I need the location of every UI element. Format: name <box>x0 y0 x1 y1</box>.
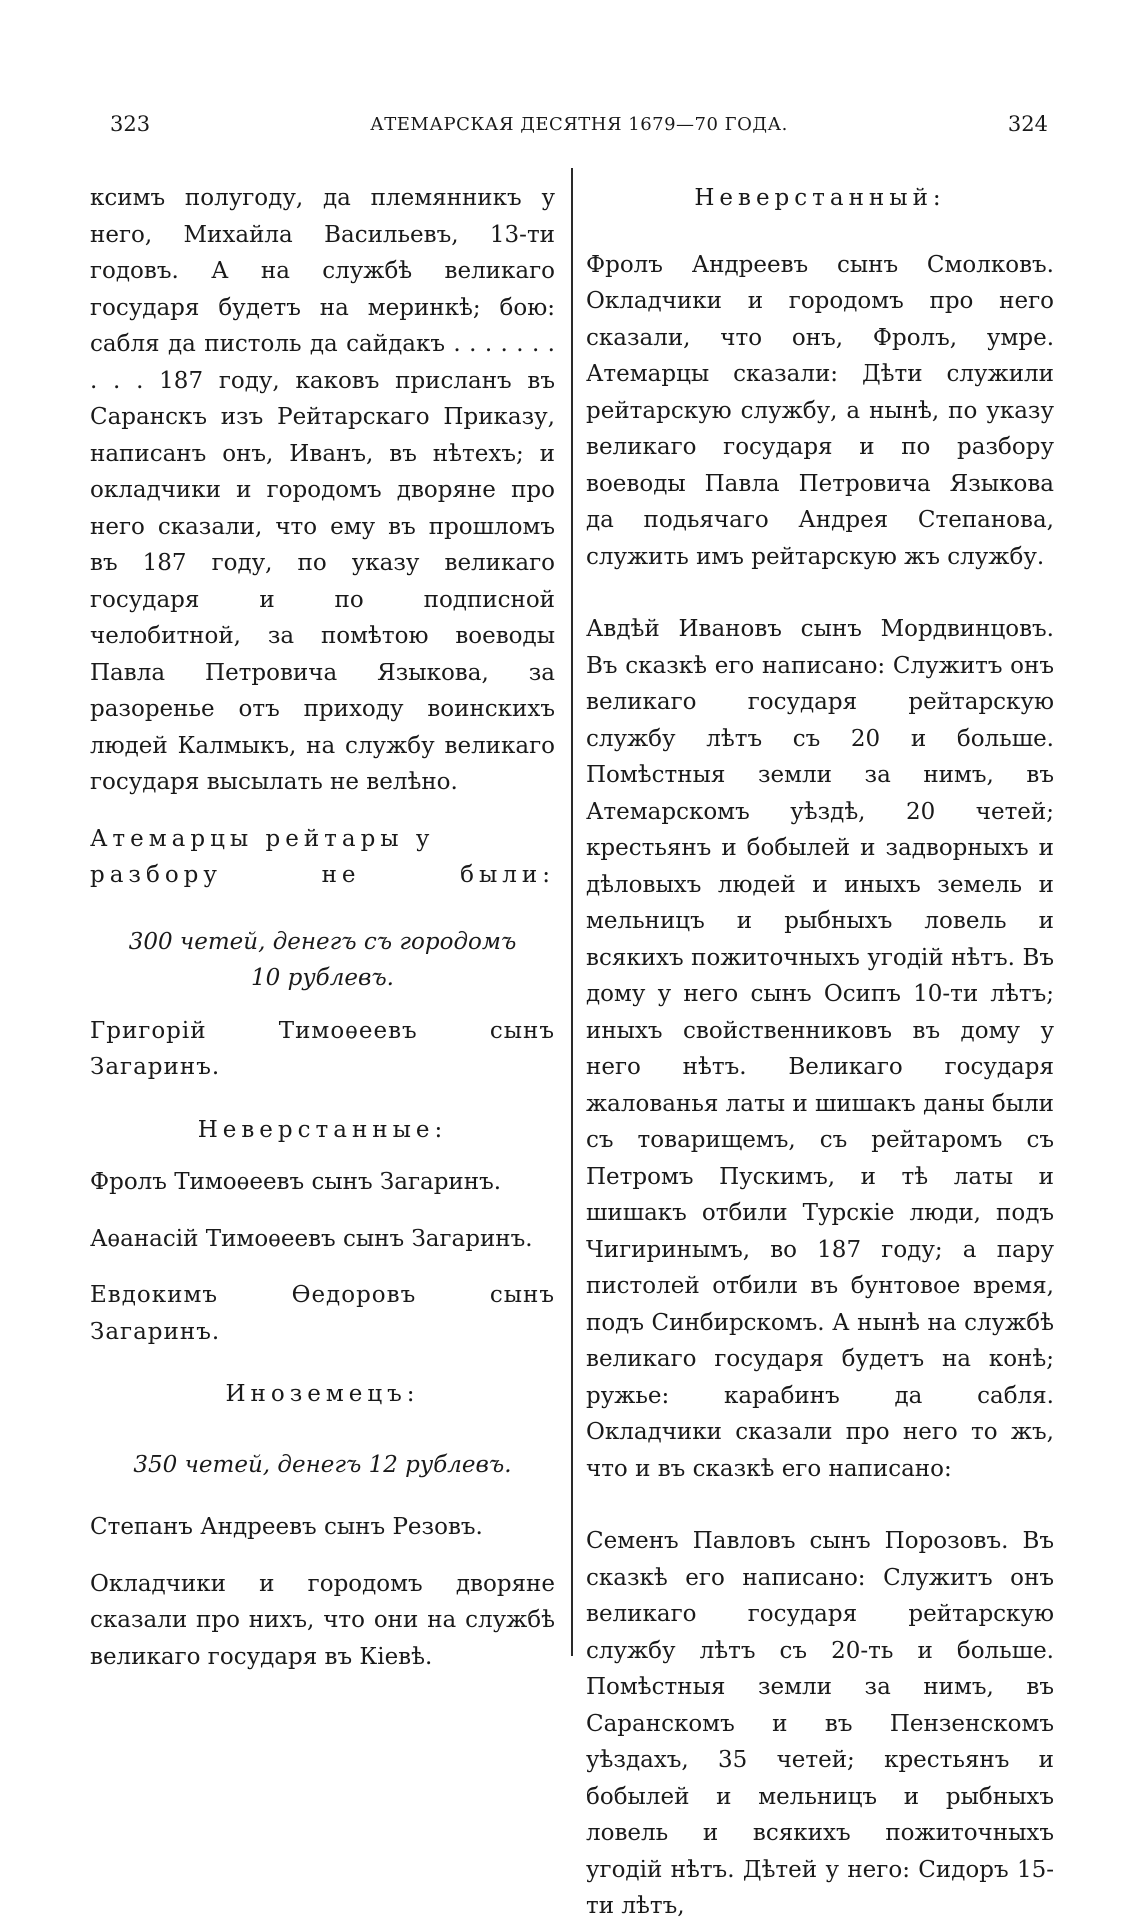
left-heading-inozemets: Иноземецъ: <box>225 1381 420 1407</box>
page-number-right: 324 <box>1007 112 1048 136</box>
page-number-left: 323 <box>110 112 151 136</box>
right-paragraph-porozov: Семенъ Павловъ сынъ Порозовъ. Въ сказкѣ его написано: Служитъ онъ великаго государя рейтарскую службу лѣтъ съ 20-ть и больше. Помѣстныя земли за нимъ, въ Саранскомъ и въ Пензенскомъ уѣздахъ, 35 четей; крестьянъ и бобылей и мельницъ и рыбныхъ ловель и всякихъ пожиточныхъ угодій нѣтъ. Дѣтей у него: Сидоръ 15-ти лѣтъ, <box>586 1528 1054 1919</box>
left-paragraph-1: ксимъ полугоду, да племянникъ у него, Михайла Васильевъ, 13-ти годовъ. А на службѣ великаго государя будетъ на меринкѣ; бою: сабля да пистоль да сайдакъ . . . . . . . . . . 187 году, каковъ присланъ въ Саранскъ изъ Рейтарскаго Приказу, написанъ онъ, Иванъ, въ нѣтехъ; и окладчики и городомъ дворяне про него сказали, что ему въ прошломъ въ 187 году, по указу великаго государя и по подписной челобитной, за помѣтою воеводы Павла Петровича Языкова, за разоренье отъ приходу воинскихъ людей Калмыкъ, на службу великаго государя высылать не велѣно. <box>90 185 555 795</box>
right-paragraph-mordvintsov: Авдѣй Ивановъ сынъ Мордвинцовъ. Въ сказкѣ его написано: Служитъ онъ великаго государя рейтарскую службу лѣтъ съ 20 и больше. Помѣстныя земли за нимъ, въ Атемарскомъ уѣздѣ, 20 четей; крестьянъ и бобылей и задворныхъ и дѣловыхъ людей и иныхъ земель и мельницъ и рыбныхъ ловель и всякихъ пожиточныхъ угодій нѣтъ. Въ дому у него сынъ Осипъ 10-ти лѣтъ; иныхъ свойственниковъ въ дому у него нѣтъ. Великаго государя жалованья латы и шишакъ даны были съ товарищемъ, съ рейтаромъ съ Петромъ Пускимъ, и тѣ латы и шишакъ отбили Турскіе люди, подъ Чигиринымъ, во 187 году; а пару пистолей отбили въ бунтовое время, подъ Синбирскомъ. А нынѣ на службѣ великаго государя будетъ на конѣ; ружье: карабинъ да сабля. Окладчики сказали про него то жъ, что и въ сказкѣ его написано: <box>586 616 1055 1482</box>
left-column <box>90 180 555 1675</box>
left-heading-neverstannye: Неверстанные: <box>197 1116 448 1143</box>
left-salary-line-1: 300 четей, денегъ съ городомъ <box>128 928 517 955</box>
page-header <box>110 112 1048 142</box>
right-column <box>586 180 1054 1925</box>
left-name-stepan: Степанъ Андреевъ сынъ Резовъ. <box>90 1514 483 1540</box>
left-paragraph-2: Окладчики и городомъ дворяне сказали про нихъ, что они на службѣ великаго государя въ Кіевѣ. <box>90 1570 555 1670</box>
left-salary-line-2: 10 рублевъ. <box>251 965 394 991</box>
left-name-afanasiy: Аѳанасій Тимоѳеевъ сынъ Загаринъ. <box>90 1225 533 1252</box>
left-heading-atemartsy: Атемарцы рейтары у разбору не были: <box>90 825 555 888</box>
right-heading-neverstannyy: Неверстанный: <box>694 185 946 211</box>
left-salary-inozemets: 350 четей, денегъ 12 рублевъ. <box>133 1451 512 1478</box>
right-paragraph-smolkov: Фролъ Андреевъ сынъ Смолковъ. Окладчики и городомъ про него сказали, что онъ, Фролъ, умре. Атемарцы сказали: Дѣти служили рейтарскую службу, а нынѣ, по указу великаго государя и по разбору воеводы Павла Петровича Языкова да подьячаго Андрея Степанова, служить имъ рейтарскую жъ службу. <box>586 251 1054 570</box>
column-divider <box>571 168 573 1656</box>
running-title: АТЕМАРСКАЯ ДЕСЯТНЯ 1679—70 ГОДА. <box>370 114 788 135</box>
left-name-frol: Фролъ Тимоѳеевъ сынъ Загаринъ. <box>90 1169 502 1195</box>
left-name-evdokim: Евдокимъ Ѳедоровъ сынъ Загаринъ. <box>90 1282 555 1345</box>
left-name-grigoriy: Григорій Тимоѳеевъ сынъ Загаринъ. <box>90 1017 555 1080</box>
